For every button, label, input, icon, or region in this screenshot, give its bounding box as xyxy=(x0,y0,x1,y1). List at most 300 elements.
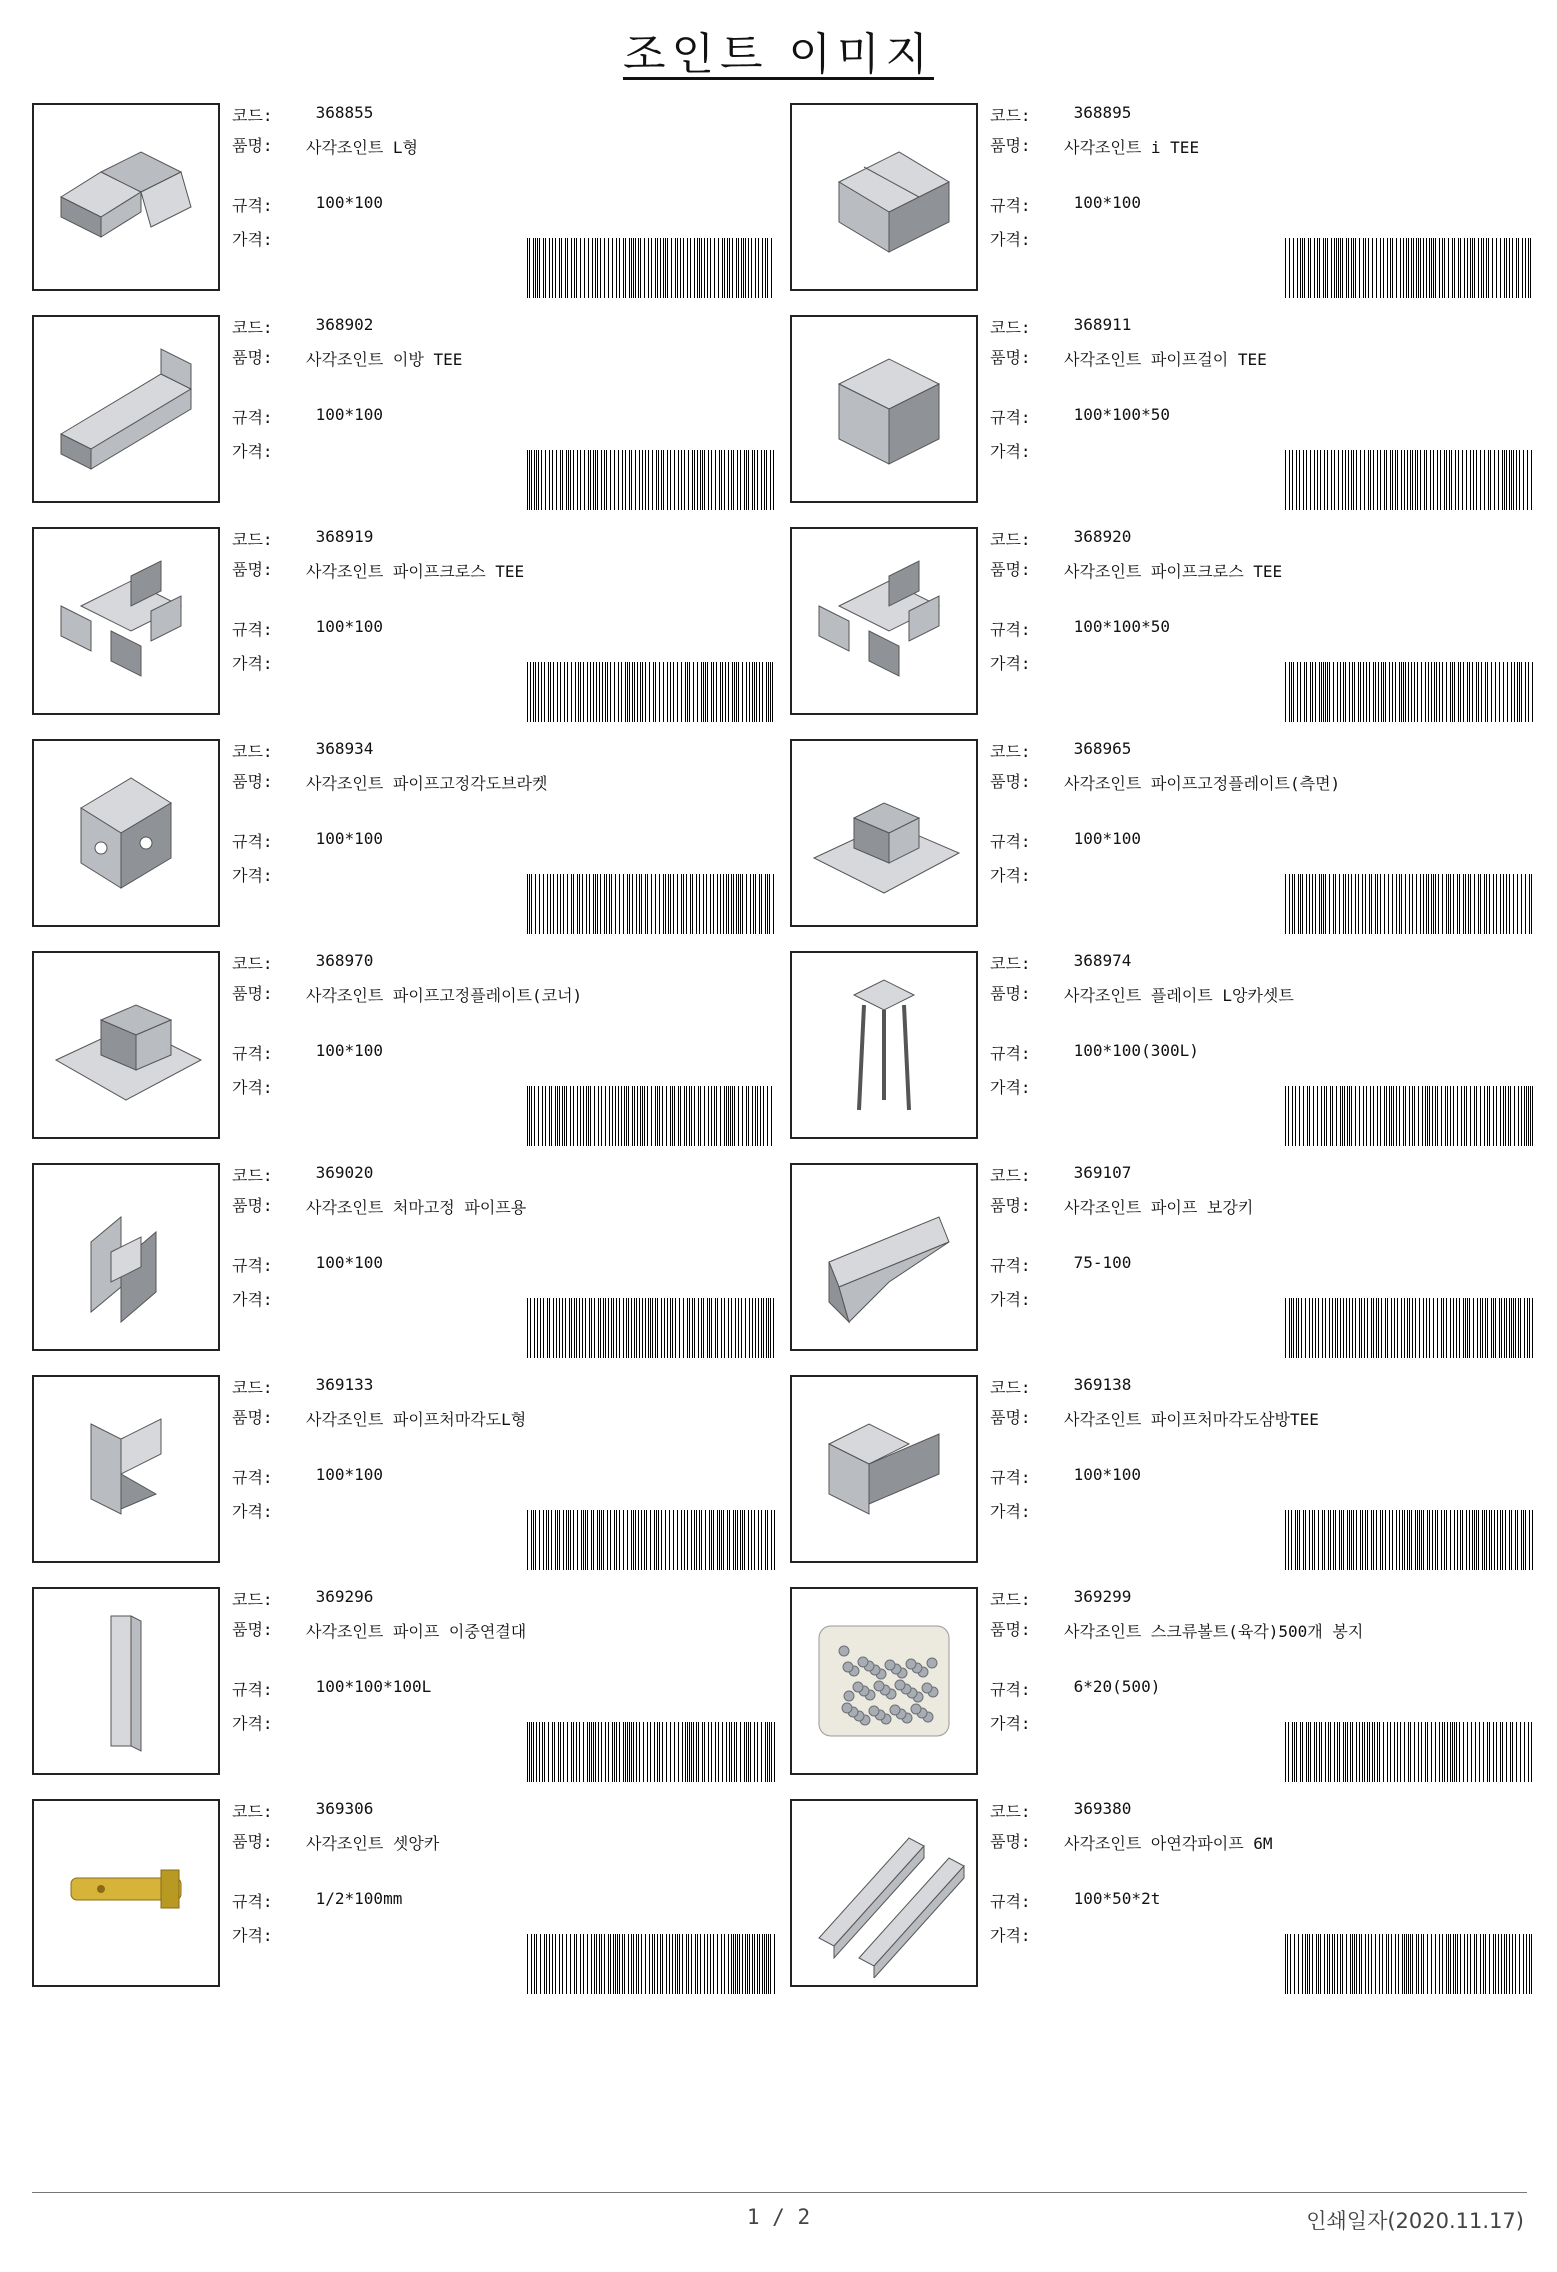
barcode-bar xyxy=(1515,1298,1516,1358)
code-label: 코드: xyxy=(232,742,273,761)
barcode-bar xyxy=(641,874,642,934)
code-label: 코드: xyxy=(232,1166,273,1185)
price-label: 가격: xyxy=(232,654,273,673)
barcode-bar xyxy=(1296,1722,1297,1782)
name-value: 사각조인트 파이프크로스 TEE xyxy=(1064,562,1283,581)
barcode-bar xyxy=(686,874,687,934)
double-connector-icon xyxy=(41,1596,211,1766)
barcode-bar xyxy=(544,662,545,722)
barcode-bar xyxy=(773,874,774,934)
barcode-bar xyxy=(1506,1298,1507,1358)
barcode-bar xyxy=(1362,874,1363,934)
barcode-bar xyxy=(748,238,749,298)
barcode-bar xyxy=(1528,1086,1529,1146)
barcode-bar xyxy=(1528,238,1529,298)
barcode-bar xyxy=(740,874,741,934)
barcode-bar xyxy=(1352,1722,1353,1782)
barcode-bar xyxy=(1298,874,1299,934)
barcode-bar xyxy=(751,1510,752,1570)
barcode-bar xyxy=(559,238,560,298)
barcode-bar xyxy=(1353,1510,1354,1570)
barcode-bar xyxy=(602,662,603,722)
barcode-bar xyxy=(1330,1722,1331,1782)
barcode-bar xyxy=(550,874,551,934)
barcode-bar xyxy=(707,238,708,298)
spec-row xyxy=(232,405,383,428)
barcode-bar xyxy=(546,1510,547,1570)
name-value: 사각조인트 파이프처마각도L형 xyxy=(306,1410,527,1429)
barcode-bar xyxy=(681,450,682,510)
spec-row xyxy=(990,1677,1160,1700)
barcode-bar xyxy=(677,874,678,934)
barcode-bar xyxy=(651,874,652,934)
barcode-bar xyxy=(1296,450,1297,510)
code-value: 369380 xyxy=(1064,1799,1132,1818)
barcode-bar xyxy=(1495,1298,1496,1358)
barcode-bar xyxy=(1341,1510,1342,1570)
barcode-bar xyxy=(1413,238,1414,298)
barcode-bar xyxy=(665,238,666,298)
code-row xyxy=(232,951,373,974)
barcode-bar xyxy=(691,1510,692,1570)
barcode-bar xyxy=(533,238,534,298)
barcode-bar xyxy=(1511,450,1512,510)
barcode-bar xyxy=(576,1298,577,1358)
barcode-bar xyxy=(1455,450,1456,510)
barcode-bar xyxy=(587,1722,588,1782)
barcode-bar xyxy=(1460,662,1461,722)
barcode-bar xyxy=(1523,450,1524,510)
barcode-bar xyxy=(1469,662,1470,722)
barcode-bar xyxy=(1421,1510,1422,1570)
barcode-bar xyxy=(636,1934,637,1994)
price-row xyxy=(990,1287,1064,1310)
barcode-bar xyxy=(1321,662,1322,722)
barcode-bar xyxy=(1504,450,1505,510)
barcode-bar xyxy=(1386,1934,1387,1994)
barcode-bar xyxy=(1324,1510,1325,1570)
barcode-bar xyxy=(580,238,581,298)
price-label: 가격: xyxy=(990,1290,1031,1309)
barcode-bar xyxy=(548,1722,549,1782)
barcode-bar xyxy=(1358,662,1359,722)
barcode-bar xyxy=(564,662,565,722)
spec-row xyxy=(232,1041,383,1064)
barcode-bar xyxy=(670,874,671,934)
barcode-bar xyxy=(1505,1086,1506,1146)
barcode-bar xyxy=(582,1298,583,1358)
barcode-bar xyxy=(771,1722,772,1782)
barcode-bar xyxy=(1391,1086,1392,1146)
barcode-bar xyxy=(754,450,755,510)
barcode-bar xyxy=(613,1298,614,1358)
barcode-bar xyxy=(625,662,626,722)
barcode-bar xyxy=(1367,1298,1368,1358)
barcode-bar xyxy=(1465,1298,1466,1358)
barcode-bar xyxy=(1355,238,1356,298)
barcode-bar xyxy=(634,662,635,722)
barcode-bar xyxy=(767,1722,768,1782)
barcode-bar xyxy=(1385,662,1386,722)
barcode-bar xyxy=(748,1086,749,1146)
barcode-bar xyxy=(555,1510,556,1570)
barcode-bar xyxy=(1530,1086,1531,1146)
price-row xyxy=(990,1499,1064,1522)
barcode-bar xyxy=(536,450,537,510)
barcode-bar xyxy=(1496,1722,1497,1782)
barcode-bar xyxy=(740,1722,741,1782)
barcode-bar xyxy=(1408,662,1409,722)
barcode-bar xyxy=(1499,662,1500,722)
barcode-bar xyxy=(541,450,542,510)
barcode-bar xyxy=(1517,662,1518,722)
barcode-bar xyxy=(1479,1722,1480,1782)
barcode-bar xyxy=(1431,238,1432,298)
barcode-bar xyxy=(655,662,656,722)
barcode-bar xyxy=(1429,238,1430,298)
barcode-bar xyxy=(589,874,590,934)
barcode-bar xyxy=(549,238,550,298)
spec-row xyxy=(990,193,1141,216)
barcode-bar xyxy=(1510,1086,1511,1146)
barcode-bar xyxy=(752,450,753,510)
barcode-bar xyxy=(720,1086,721,1146)
barcode-bar xyxy=(1359,1086,1360,1146)
pipe-hanger-tee-icon xyxy=(799,324,969,494)
barcode-bar xyxy=(1417,1510,1418,1570)
barcode-bar xyxy=(1513,450,1514,510)
barcode-bar xyxy=(1414,662,1415,722)
barcode-bar xyxy=(1489,1934,1490,1994)
barcode-bar xyxy=(702,450,703,510)
barcode-bar xyxy=(1365,1510,1366,1570)
barcode-bar xyxy=(1436,662,1437,722)
name-row xyxy=(990,345,1544,371)
price-row xyxy=(232,1287,306,1310)
barcode-bar xyxy=(764,450,765,510)
barcode-bar xyxy=(1300,662,1301,722)
barcode-bar xyxy=(701,1510,702,1570)
barcode-bar xyxy=(635,238,636,298)
barcode-bar xyxy=(666,1722,667,1782)
product-thumbnail xyxy=(790,1163,978,1351)
barcode-bar xyxy=(663,238,664,298)
barcode-bar xyxy=(715,1722,716,1782)
barcode-bar xyxy=(1410,1722,1411,1782)
barcode-bar xyxy=(570,1510,571,1570)
barcode-bar xyxy=(1383,238,1384,298)
barcode-bar xyxy=(627,1510,628,1570)
barcode-bar xyxy=(678,1086,679,1146)
barcode-bar xyxy=(750,1722,751,1782)
product-thumbnail xyxy=(32,1799,220,1987)
barcode-bar xyxy=(1318,1510,1319,1570)
barcode-bar xyxy=(701,662,702,722)
barcode-bar xyxy=(768,1934,769,1994)
barcode-bar xyxy=(1390,450,1391,510)
barcode-bar xyxy=(674,1722,675,1782)
barcode-bar xyxy=(584,238,585,298)
barcode-bar xyxy=(618,1086,619,1146)
barcode-bar xyxy=(766,1934,767,1994)
barcode-bar xyxy=(718,1722,719,1782)
barcode-bar xyxy=(1285,1298,1286,1358)
barcode-bar xyxy=(609,1086,610,1146)
barcode-bar xyxy=(1515,1934,1516,1994)
barcode-bar xyxy=(540,1934,541,1994)
barcode-bar xyxy=(619,874,620,934)
barcode-bar xyxy=(1403,662,1404,722)
barcode-bar xyxy=(683,874,684,934)
barcode-bar xyxy=(1509,874,1510,934)
barcode-bar xyxy=(691,1722,692,1782)
barcode-bar xyxy=(1432,1510,1433,1570)
barcode-bar xyxy=(721,1298,722,1358)
barcode-bar xyxy=(713,662,714,722)
barcode-bar xyxy=(680,238,681,298)
barcode-bar xyxy=(1411,238,1412,298)
barcode-bar xyxy=(1458,662,1459,722)
barcode-bar xyxy=(631,450,632,510)
barcode-bar xyxy=(651,1086,652,1146)
barcode-bar xyxy=(710,874,711,934)
barcode-bar xyxy=(1414,1086,1415,1146)
barcode-bar xyxy=(1485,1934,1486,1994)
price-row xyxy=(232,1711,306,1734)
barcode-bar xyxy=(1399,1510,1400,1570)
barcode-bar xyxy=(613,1934,614,1994)
barcode-bar xyxy=(1502,1722,1503,1782)
barcode-bar xyxy=(1514,1086,1515,1146)
barcode-bar xyxy=(700,1934,701,1994)
name-value: 사각조인트 파이프걸이 TEE xyxy=(1064,350,1267,369)
barcode-bar xyxy=(1491,662,1492,722)
barcode-bar xyxy=(1345,662,1346,722)
barcode-bar xyxy=(1441,1298,1442,1358)
barcode-bar xyxy=(584,450,585,510)
barcode-bar xyxy=(600,238,601,298)
barcode-bar xyxy=(527,450,528,510)
barcode-bar xyxy=(601,1722,602,1782)
barcode-bar xyxy=(1520,1722,1521,1782)
barcode-bar xyxy=(1482,1298,1483,1358)
barcode-bar xyxy=(733,1510,734,1570)
barcode-bar xyxy=(732,1086,733,1146)
barcode-bar xyxy=(601,1934,602,1994)
barcode-bar xyxy=(605,662,606,722)
barcode-bar xyxy=(1427,1722,1428,1782)
product-card xyxy=(790,527,1540,717)
spec-label: 규격: xyxy=(232,1044,273,1063)
barcode-bar xyxy=(1509,1298,1510,1358)
barcode-bar xyxy=(732,238,733,298)
barcode-bar xyxy=(1501,1934,1502,1994)
barcode-bar xyxy=(1443,1298,1444,1358)
barcode-bar xyxy=(1453,874,1454,934)
barcode-bar xyxy=(1506,1934,1507,1994)
barcode-bar xyxy=(710,238,711,298)
barcode-bar xyxy=(578,662,579,722)
barcode-bar xyxy=(530,662,531,722)
barcode-bar xyxy=(675,1934,676,1994)
price-row xyxy=(232,651,306,674)
barcode-bar xyxy=(757,1722,758,1782)
barcode-bar xyxy=(589,1722,590,1782)
barcode-bar xyxy=(1438,874,1439,934)
barcode-bar xyxy=(1289,1298,1290,1358)
barcode-bar xyxy=(1423,1298,1424,1358)
barcode-bar xyxy=(623,1298,624,1358)
barcode-bar xyxy=(1433,874,1434,934)
barcode-bar xyxy=(1530,238,1531,298)
barcode-bar xyxy=(728,1934,729,1994)
barcode-bar xyxy=(562,1298,563,1358)
barcode-bar xyxy=(679,1298,680,1358)
barcode-bar xyxy=(571,1298,572,1358)
barcode-bar xyxy=(1370,450,1371,510)
barcode-bar xyxy=(1468,874,1469,934)
barcode-bar xyxy=(625,1722,626,1782)
spec-value: 100*100 xyxy=(306,1465,384,1484)
barcode-bar xyxy=(1309,1298,1310,1358)
barcode-bar xyxy=(1405,874,1406,934)
product-card xyxy=(32,103,782,293)
barcode-bar xyxy=(662,1086,663,1146)
spec-row xyxy=(232,1677,431,1700)
barcode xyxy=(1285,1510,1535,1570)
barcode-bar xyxy=(659,874,660,934)
barcode-bar xyxy=(626,1298,627,1358)
barcode-bar xyxy=(1429,1510,1430,1570)
barcode-bar xyxy=(673,1510,674,1570)
barcode-bar xyxy=(1446,1510,1447,1570)
barcode-bar xyxy=(1401,874,1402,934)
barcode-bar xyxy=(619,1510,620,1570)
barcode-bar xyxy=(591,1934,592,1994)
barcode-bar xyxy=(618,450,619,510)
barcode-bar xyxy=(733,450,734,510)
spec-row xyxy=(990,1889,1160,1912)
barcode-bar xyxy=(579,874,580,934)
barcode-bar xyxy=(755,874,756,934)
barcode-bar xyxy=(583,1934,584,1994)
product-card xyxy=(790,1375,1540,1565)
barcode-bar xyxy=(736,1722,737,1782)
barcode-bar xyxy=(1288,1510,1289,1570)
barcode-bar xyxy=(1532,1510,1533,1570)
barcode-bar xyxy=(1442,1722,1443,1782)
barcode-bar xyxy=(1421,1934,1422,1994)
barcode-bar xyxy=(1340,1934,1341,1994)
barcode-bar xyxy=(661,450,662,510)
barcode-bar xyxy=(1446,662,1447,722)
barcode-bar xyxy=(1340,662,1341,722)
barcode-bar xyxy=(667,238,668,298)
barcode-bar xyxy=(655,238,656,298)
barcode-bar xyxy=(639,874,640,934)
barcode-bar xyxy=(1294,1722,1295,1782)
barcode-bar xyxy=(1342,1086,1343,1146)
price-row xyxy=(232,227,306,250)
barcode-bar xyxy=(545,450,546,510)
barcode-bar xyxy=(1472,662,1473,722)
barcode-bar xyxy=(1527,450,1528,510)
name-row xyxy=(990,1405,1544,1431)
name-label: 품명: xyxy=(990,1832,1031,1851)
barcode-bar xyxy=(752,1934,753,1994)
barcode-bar xyxy=(610,1510,611,1570)
barcode-bar xyxy=(1315,1298,1316,1358)
barcode-bar xyxy=(1457,1510,1458,1570)
spec-value: 100*100 xyxy=(1064,829,1142,848)
barcode-bar xyxy=(1287,1934,1288,1994)
barcode-bar xyxy=(1328,1722,1329,1782)
barcode-bar xyxy=(1369,1722,1370,1782)
barcode-bar xyxy=(604,450,605,510)
price-row xyxy=(990,863,1064,886)
barcode-bar xyxy=(1285,1510,1286,1570)
name-label: 품명: xyxy=(990,1408,1031,1427)
barcode-bar xyxy=(611,1298,612,1358)
barcode-bar xyxy=(1528,662,1529,722)
barcode-bar xyxy=(1433,450,1434,510)
barcode-bar xyxy=(608,238,609,298)
barcode-bar xyxy=(1364,1298,1365,1358)
code-label: 코드: xyxy=(990,742,1031,761)
barcode-bar xyxy=(672,1934,673,1994)
barcode-bar xyxy=(1314,450,1315,510)
barcode-bar xyxy=(692,1298,693,1358)
barcode-bar xyxy=(556,450,557,510)
barcode-bar xyxy=(1359,1934,1360,1994)
spec-row xyxy=(232,1889,402,1912)
barcode-bar xyxy=(1312,1298,1313,1358)
barcode-bar xyxy=(740,450,741,510)
barcode-bar xyxy=(1335,1298,1336,1358)
code-value: 368965 xyxy=(1064,739,1132,758)
barcode-bar xyxy=(1477,1298,1478,1358)
barcode-bar xyxy=(1392,874,1393,934)
barcode-bar xyxy=(586,874,587,934)
barcode-bar xyxy=(597,1510,598,1570)
barcode-bar xyxy=(1425,1086,1426,1146)
barcode-bar xyxy=(527,874,528,934)
barcode-bar xyxy=(1409,874,1410,934)
barcode-bar xyxy=(1439,238,1440,298)
barcode-bar xyxy=(1320,1934,1321,1994)
barcode-bar xyxy=(1368,238,1369,298)
barcode-bar xyxy=(1451,450,1452,510)
spec-label: 규격: xyxy=(232,620,273,639)
barcode-bar xyxy=(1525,1510,1526,1570)
barcode-bar xyxy=(1289,662,1290,722)
barcode-bar xyxy=(1435,874,1436,934)
barcode-bar xyxy=(600,1298,601,1358)
barcode-bar xyxy=(1377,1086,1378,1146)
barcode-bar xyxy=(1362,1510,1363,1570)
barcode-bar xyxy=(551,1510,552,1570)
barcode-bar xyxy=(1521,1510,1522,1570)
barcode-bar xyxy=(1408,238,1409,298)
barcode-bar xyxy=(566,1086,567,1146)
code-value: 368974 xyxy=(1064,951,1132,970)
barcode-bar xyxy=(663,874,664,934)
name-label: 품명: xyxy=(232,1408,273,1427)
barcode-bar xyxy=(1308,1722,1309,1782)
barcode-bar xyxy=(724,1086,725,1146)
barcode-bar xyxy=(1290,1934,1291,1994)
barcode-bar xyxy=(632,662,633,722)
